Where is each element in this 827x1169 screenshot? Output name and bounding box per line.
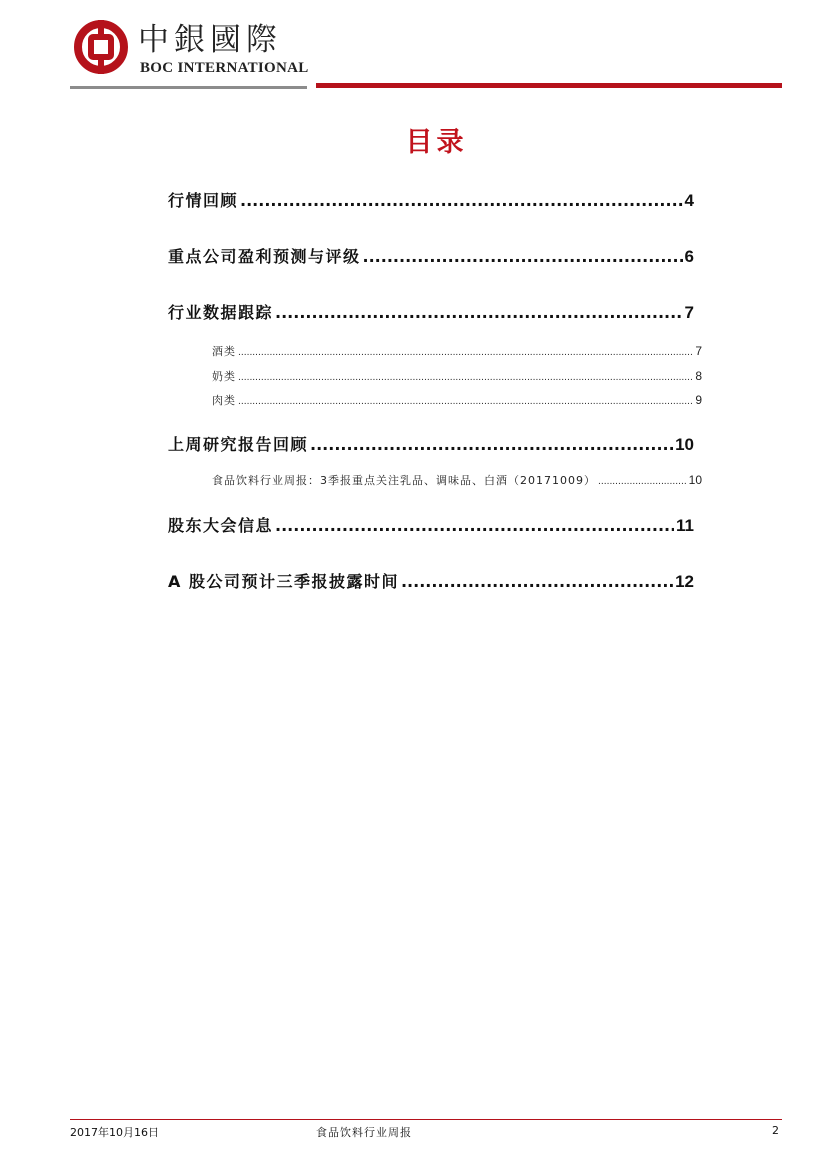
toc-entry-page: 6	[684, 247, 694, 266]
footer-page-number: 2	[772, 1124, 779, 1137]
toc-subentry-dairy[interactable]	[212, 368, 702, 384]
toc-entry-industry-data[interactable]	[168, 300, 694, 323]
toc-entry-label: A 股公司预计三季报披露时间	[168, 572, 399, 591]
toc-leader-dots	[363, 247, 683, 266]
toc-entry-earnings-forecast[interactable]	[168, 244, 694, 267]
toc-leader-dots	[275, 516, 674, 535]
toc-entry-page: 10	[688, 473, 702, 487]
toc-leader-dots	[275, 303, 683, 322]
toc-entry-page: 7	[695, 344, 702, 358]
toc-entry-page: 11	[676, 516, 694, 535]
toc-entry-label: 酒类	[212, 345, 236, 358]
header-rule-red	[316, 83, 782, 88]
toc-entry-label: 行业数据跟踪	[168, 303, 274, 322]
boc-logo-icon	[74, 20, 128, 74]
logo-chinese-text: 中銀國際	[138, 22, 282, 58]
page-header	[0, 0, 827, 100]
toc-leader-dots	[240, 191, 683, 210]
toc-entry-label: 上周研究报告回顾	[168, 435, 309, 454]
toc-leader-dots	[310, 435, 673, 454]
toc-entry-market-review[interactable]	[168, 188, 694, 211]
header-rule-gray	[70, 86, 307, 89]
toc-leader-dots	[238, 397, 693, 407]
toc-subentry-liquor[interactable]	[212, 343, 702, 359]
logo-english-text: BOC INTERNATIONAL	[140, 60, 309, 76]
toc-entry-page: 8	[695, 369, 702, 383]
toc-entry-q3-disclosure[interactable]	[168, 569, 694, 592]
toc-title: 目录	[405, 127, 468, 158]
toc-subentry-meat[interactable]	[212, 392, 702, 408]
toc-entry-page: 10	[675, 435, 694, 454]
toc-entry-label: 肉类	[212, 394, 236, 407]
footer-date: 2017年10月16日	[70, 1126, 159, 1139]
toc-leader-dots	[401, 572, 673, 591]
toc-leader-dots	[238, 348, 693, 358]
toc-entry-page: 4	[684, 191, 694, 210]
toc-entry-label: 食品饮料行业周报：3季报重点关注乳品、调味品、白酒（20171009）	[212, 474, 596, 487]
footer-rule	[70, 1119, 782, 1120]
toc-entry-shareholder-meetings[interactable]	[168, 513, 694, 536]
toc-entry-label: 行情回顾	[168, 191, 239, 210]
toc-entry-page: 12	[675, 572, 694, 591]
toc-subentry-weekly-report[interactable]	[212, 472, 702, 488]
toc-entry-page: 9	[695, 393, 702, 407]
toc-leader-dots	[238, 373, 693, 383]
toc-entry-label: 股东大会信息	[168, 516, 274, 535]
toc-entry-research-review[interactable]	[168, 432, 694, 455]
toc-entry-label: 奶类	[212, 370, 236, 383]
toc-entry-page: 7	[684, 303, 694, 322]
toc-leader-dots	[598, 477, 687, 487]
toc-entry-label: 重点公司盈利预测与评级	[168, 247, 361, 266]
footer-report-title: 食品饮料行业周报	[316, 1126, 412, 1139]
